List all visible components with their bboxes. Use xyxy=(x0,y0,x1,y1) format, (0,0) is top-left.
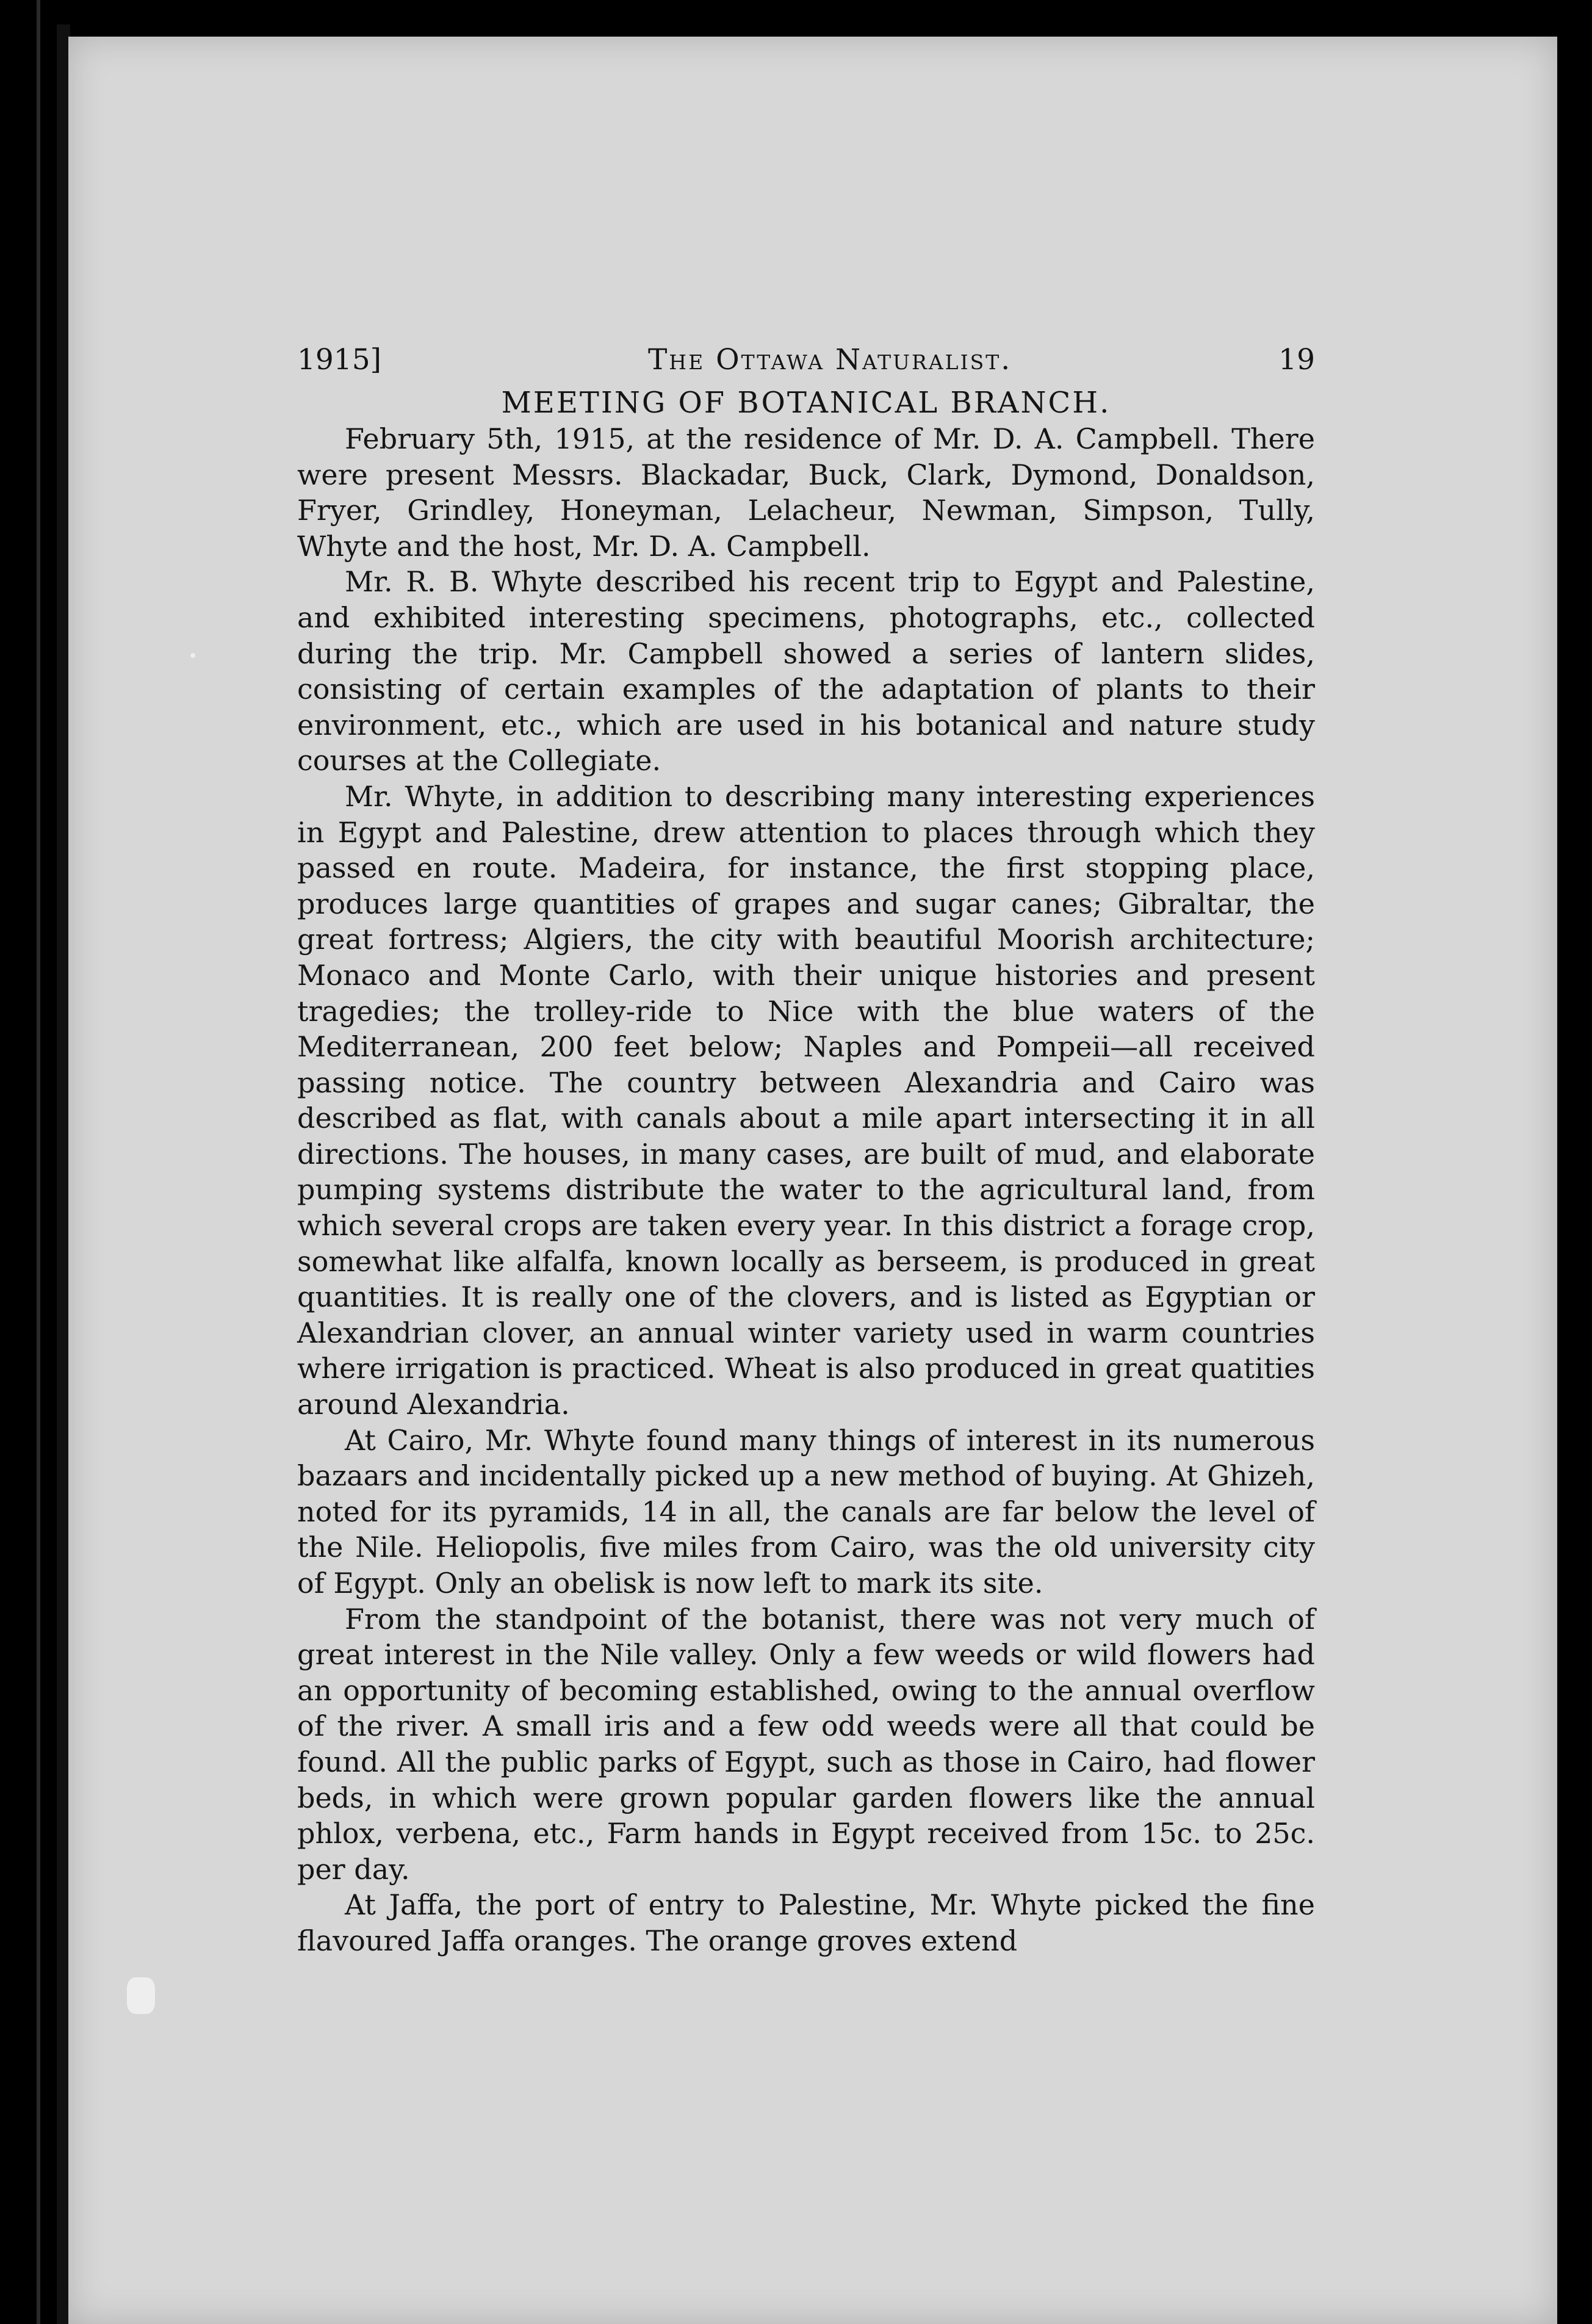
page-content xyxy=(297,342,1315,1959)
paragraph-whyte-trip: Mr. R. B. Whyte described his recent trip to Egypt and Palestine, and exhibited interesting specimens, photographs, etc., collected during the trip. Mr. Campbell showed a series of lantern slides, consisting of certain examples of the adaptation of plants to their environment, etc., which are used in his botanical and nature study courses at the Collegiate. xyxy=(297,565,1315,778)
smudge xyxy=(127,1977,155,2014)
paragraph-route: Mr. Whyte, in addition to describing many interesting experiences in Egypt and Palestine, drew attention to places through which they passed en route. Madeira, for instance, the first stopping place, produces large quantities of grapes and sugar canes; Gibraltar, the great fortress; Algiers, the city with beautiful Moorish architecture; Monaco and Monte Carlo, with their unique histories and present tragedies; the trolley-ride to Nice with the blue waters of the Mediterranean, 200 feet below; Naples and Pompeii—all received passing notice. The country between Alexandria and Cairo was described as flat, with canals about a mile apart intersecting it in all directions. The houses, in many cases, are built of mud, and elaborate pumping systems distribute the water to the agricultural land, from which several crops are taken every year. In this district a forage crop, somewhat like alfalfa, known locally as berseem, is produced in great quantities. It is really one of the clovers, and is listed as Egyptian or Alexandrian clover, an annual winter variety used in warm countries where irrigation is practiced. Wheat is also produced in great quatities around Alexandria. xyxy=(297,779,1315,1421)
header-year: 1915] xyxy=(297,343,381,377)
speck xyxy=(190,653,195,658)
journal-title: The Ottawa Naturalist. xyxy=(647,343,1012,377)
binding-edge-thin xyxy=(37,0,40,2324)
paragraph-botanist: From the standpoint of the botanist, there was not very much of great interest in the Nile valley. Only a few weeds or wild flowers had an opportunity of becoming established, owing to the annual overflow of the river. A small iris and a few odd weeds were all that could be found. All the public parks of Egypt, such as those in Cairo, had flower beds, in which were grown popular garden flowers like the annual phlox, verbena, etc., Farm hands in Egypt received from 15c. to 25c. per day. xyxy=(297,1602,1315,1886)
paragraph-cairo: At Cairo, Mr. Whyte found many things of interest in its numerous bazaars and incidentally picked up a new method of buying. At Ghizeh, noted for its pyramids, 14 in all, the canals are far below the level of the Nile. Heliopolis, five miles from Cairo, was the old university city of Egypt. Only an obelisk is now left to mark its site. xyxy=(297,1423,1315,1600)
page-number: 19 xyxy=(1278,343,1315,377)
paragraph-meeting-attendance: February 5th, 1915, at the residence of Mr. D. A. Campbell. There were present Messrs. Blackadar, Buck, Clark, Dymond, Donaldson, Fryer, Grindley, Honeyman, Lelacheur, Newman, Simpson, Tully, Whyte and the host, Mr. D. A. Campbell. xyxy=(297,422,1315,563)
paragraph-jaffa: At Jaffa, the port of entry to Palestine, Mr. Whyte picked the fine flavoured Jaffa oranges. The orange groves extend xyxy=(297,1888,1315,1957)
section-title: MEETING OF BOTANICAL BRANCH. xyxy=(501,386,1111,420)
running-header xyxy=(297,342,1315,378)
